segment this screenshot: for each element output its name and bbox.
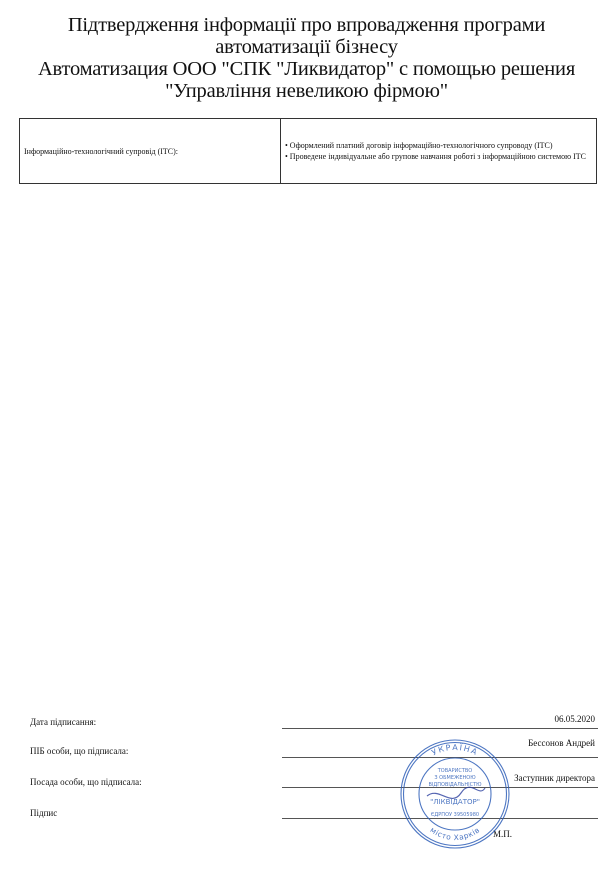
title-line-1: Підтвердження інформації про впровадження програми <box>67 14 546 36</box>
date-line <box>282 728 598 729</box>
position-value: Заступник директора <box>514 773 595 783</box>
mp-label: М.П. <box>493 829 513 839</box>
date-label: Дата підписання: <box>30 717 97 727</box>
sign-label: Підпис <box>30 808 58 818</box>
stamp-code: ЄДРПОУ 39505980 <box>430 812 480 818</box>
stamp-line-4: "ЛІКВІДАТОР" <box>430 798 480 806</box>
list-item: • Оформлений платний договір інформаційно-технологічного супроводу (ІТС) <box>285 141 553 150</box>
date-value: 06.05.2020 <box>554 714 595 724</box>
company-stamp <box>399 738 511 850</box>
title-line-4: "Управління невеликою фірмою" <box>165 80 448 102</box>
signature-scribble <box>427 787 485 798</box>
svg-text:УКРАЇНА <box>430 742 479 757</box>
svg-text:місто Харків <box>428 825 481 842</box>
stamp-line-2: З ОБМЕЖЕНОЮ <box>434 775 476 781</box>
name-value: Бессонов Андрей <box>528 738 595 748</box>
itc-label-cell: Інформаційно-технологічний супровід (ІТС): <box>20 119 281 184</box>
title-line-2: автоматизації бізнесу <box>215 36 398 58</box>
list-item: • Проведене індивідуальне або групове навчання роботі з інформаційною системою ІТС <box>285 152 586 161</box>
position-label: Посада особи, що підписала: <box>30 777 142 787</box>
title-line-3: Автоматизация ООО "СПК "Ликвидатор" с помощью решения <box>37 58 576 80</box>
stamp-top-text: УКРАЇНА <box>430 742 480 758</box>
stamp-line-3: ВІДПОВІДАЛЬНІСТЮ <box>428 782 482 788</box>
stamp-bottom-text: місто Харків <box>428 825 482 843</box>
name-label: ПІБ особи, що підписала: <box>30 746 129 756</box>
stamp-line-1: ТОВАРИСТВО <box>437 768 473 774</box>
